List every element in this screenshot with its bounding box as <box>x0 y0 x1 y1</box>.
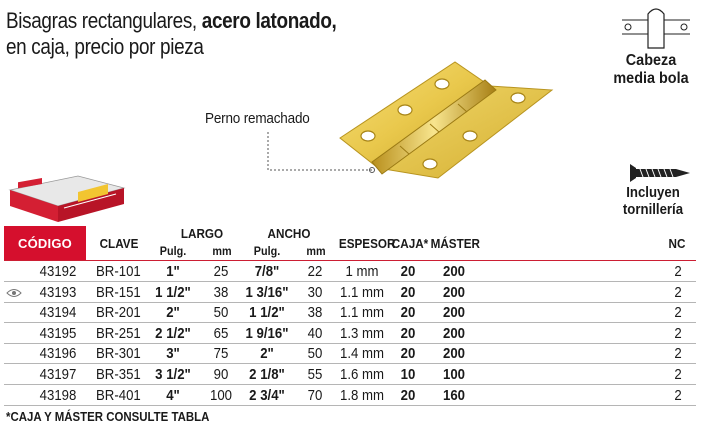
cell-master: 200 <box>442 283 466 301</box>
cell-clave: BR-351 <box>96 366 141 383</box>
includes-screws-label <box>613 184 692 218</box>
cell-largo-mm: 100 <box>209 386 233 404</box>
cell-master: 200 <box>442 304 466 322</box>
header-espesor: ESPESOR <box>338 236 396 251</box>
header-clave: CLAVE <box>99 236 139 251</box>
cell-caja: 20 <box>400 345 416 363</box>
cell-codigo: 43192 <box>39 263 77 280</box>
cell-ancho-mm: 38 <box>307 304 323 322</box>
cell-largo-mm: 38 <box>213 283 229 301</box>
cell-largo-pulg: 2" <box>166 304 180 322</box>
header-largo: LARGO <box>180 226 224 241</box>
cell-largo-mm: 50 <box>213 304 229 322</box>
header-divider <box>4 260 696 261</box>
cell-clave: BR-401 <box>96 386 141 404</box>
header-ancho: ANCHO <box>267 226 311 241</box>
cell-largo-pulg: 1" <box>166 263 180 280</box>
table-row <box>0 283 701 303</box>
cell-clave: BR-151 <box>96 283 141 301</box>
cell-master: 200 <box>442 345 466 363</box>
cell-master: 200 <box>442 324 466 342</box>
cell-ancho-mm: 55 <box>307 366 323 383</box>
header-largo-mm: mm <box>212 244 232 258</box>
cell-largo-pulg: 3 1/2" <box>155 366 191 383</box>
cell-nc: 2 <box>674 263 682 280</box>
cell-nc: 2 <box>674 345 682 363</box>
cell-clave: BR-301 <box>96 345 141 363</box>
header-ancho-mm: mm <box>306 244 326 258</box>
cell-codigo: 43196 <box>39 345 77 363</box>
cell-espesor: 1.4 mm <box>339 345 384 363</box>
header-codigo: CÓDIGO <box>4 226 86 260</box>
cell-codigo: 43195 <box>39 324 77 342</box>
cell-largo-mm: 75 <box>213 345 229 363</box>
title-line-1-bold: acero latonado, <box>201 8 337 33</box>
cell-espesor: 1.8 mm <box>339 386 384 404</box>
cell-codigo: 43193 <box>39 283 77 301</box>
cell-ancho-pulg: 7/8" <box>254 263 280 280</box>
cell-master: 160 <box>442 386 466 404</box>
cell-espesor: 1.6 mm <box>339 366 384 383</box>
product-box-image <box>8 168 126 224</box>
cell-largo-pulg: 2 1/2" <box>155 324 191 342</box>
cell-largo-mm: 65 <box>213 324 229 342</box>
half-round-head-icon <box>620 4 692 50</box>
cell-largo-pulg: 3" <box>166 345 180 363</box>
header-master: MÁSTER <box>430 236 481 251</box>
head-type-label: Cabeza media bola <box>613 52 689 87</box>
row-divider <box>4 405 696 406</box>
cell-caja: 20 <box>400 304 416 322</box>
cell-ancho-pulg: 1 1/2" <box>249 304 285 322</box>
cell-clave: BR-251 <box>96 324 141 342</box>
footnote: *CAJA Y MÁSTER CONSULTE TABLA <box>6 409 210 424</box>
header-caja: CAJA* <box>391 236 429 251</box>
cell-largo-pulg: 1 1/2" <box>155 283 191 301</box>
cell-ancho-mm: 70 <box>307 386 323 404</box>
cell-clave: BR-201 <box>96 304 141 322</box>
cell-largo-mm: 25 <box>213 263 229 280</box>
cell-ancho-mm: 50 <box>307 345 323 363</box>
cell-nc: 2 <box>674 283 682 301</box>
cell-ancho-pulg: 1 9/16" <box>245 324 289 342</box>
table-row <box>0 386 701 406</box>
table-row <box>0 365 701 385</box>
cell-espesor: 1.1 mm <box>339 304 384 322</box>
cell-ancho-mm: 40 <box>307 324 323 342</box>
cell-ancho-pulg: 1 3/16" <box>245 283 289 301</box>
table-row <box>0 344 701 364</box>
eye-icon <box>6 288 22 298</box>
hinge-illustration <box>330 50 560 205</box>
table-row <box>0 262 701 282</box>
cell-caja: 10 <box>400 366 416 383</box>
header-nc: NC <box>668 236 686 251</box>
cell-largo-mm: 90 <box>213 366 229 383</box>
cell-espesor: 1 mm <box>345 263 379 280</box>
title-line-2: en caja, precio por pieza <box>6 34 204 59</box>
cell-codigo: 43197 <box>39 366 77 383</box>
cell-nc: 2 <box>674 324 682 342</box>
cell-espesor: 1.1 mm <box>339 283 384 301</box>
cell-nc: 2 <box>674 366 682 383</box>
title-line-1-regular: Bisagras rectangulares, <box>6 8 202 33</box>
cell-ancho-mm: 22 <box>307 263 323 280</box>
cell-caja: 20 <box>400 263 416 280</box>
header-largo-pulg: Pulg. <box>159 244 187 258</box>
cell-master: 200 <box>442 263 466 280</box>
cell-caja: 20 <box>400 386 416 404</box>
includes-screws-line-2: tornillería <box>622 201 684 218</box>
header-ancho-pulg: Pulg. <box>253 244 281 258</box>
callout-rivet-pin: Perno remachado <box>205 110 310 127</box>
screw-icon <box>620 160 692 186</box>
cell-ancho-mm: 30 <box>307 283 323 301</box>
cell-codigo: 43194 <box>39 304 77 322</box>
cell-caja: 20 <box>400 324 416 342</box>
cell-master: 100 <box>442 366 466 383</box>
cell-clave: BR-101 <box>96 263 141 280</box>
cell-espesor: 1.3 mm <box>339 324 384 342</box>
title-line-1 <box>6 8 367 34</box>
cell-codigo: 43198 <box>39 386 77 404</box>
cell-caja: 20 <box>400 283 416 301</box>
includes-screws-line-1: Incluyen <box>626 184 680 201</box>
cell-ancho-pulg: 2 1/8" <box>249 366 285 383</box>
cell-nc: 2 <box>674 386 682 404</box>
cell-largo-pulg: 4" <box>166 386 180 404</box>
cell-nc: 2 <box>674 304 682 322</box>
product-title <box>6 8 367 60</box>
table-row <box>0 303 701 323</box>
cell-ancho-pulg: 2 3/4" <box>249 386 285 404</box>
cell-ancho-pulg: 2" <box>260 345 274 363</box>
table-row <box>0 324 701 344</box>
